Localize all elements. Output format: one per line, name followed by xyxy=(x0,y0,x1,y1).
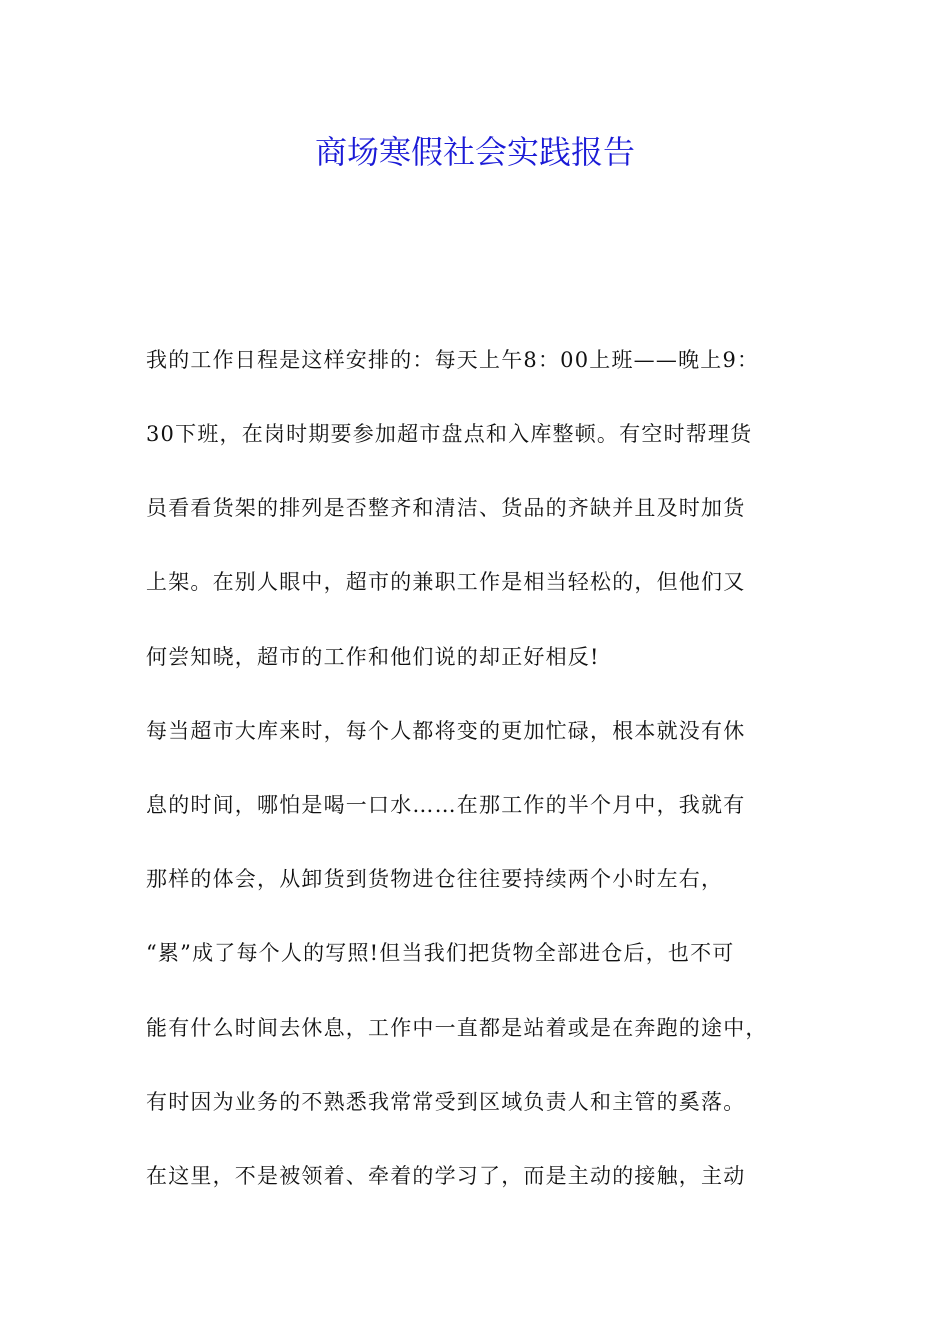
text-line-3: 员看看货架的排列是否整齐和清洁、货品的齐缺并且及时加货 xyxy=(146,496,746,520)
text-line-11: 有时因为业务的不熟悉我常常受到区域负责人和主管的奚落。 xyxy=(146,1090,746,1114)
text-line-12: 在这里，不是被领着、牵着的学习了，而是主动的接触，主动 xyxy=(146,1164,746,1188)
text-line-4: 上架。在别人眼中，超市的兼职工作是相当轻松的，但他们又 xyxy=(146,570,746,594)
text-line-7: 息的时间，哪怕是喝一口水……在那工作的半个月中，我就有 xyxy=(146,793,746,817)
text-line-8: 那样的体会，从卸货到货物进仓往往要持续两个小时左右， xyxy=(146,867,724,891)
text-line-5: 何尝知晓，超市的工作和他们说的却正好相反! xyxy=(146,645,600,669)
text-line-10: 能有什么时间去休息，工作中一直都是站着或是在奔跑的途中， xyxy=(146,1016,768,1040)
text-line-9: “累”成了每个人的写照!但当我们把货物全部进仓后，也不可 xyxy=(146,941,735,965)
document-title: 商场寒假社会实践报告 xyxy=(314,133,635,171)
text-line-6: 每当超市大库来时，每个人都将变的更加忙碌，根本就没有休 xyxy=(146,719,746,743)
text-line-1: 我的工作日程是这样安排的：每天上午8：00上班——晚上9： xyxy=(146,348,760,372)
text-line-2: 30下班，在岗时期要参加超市盘点和入库整顿。有空时帮理货 xyxy=(146,422,753,446)
